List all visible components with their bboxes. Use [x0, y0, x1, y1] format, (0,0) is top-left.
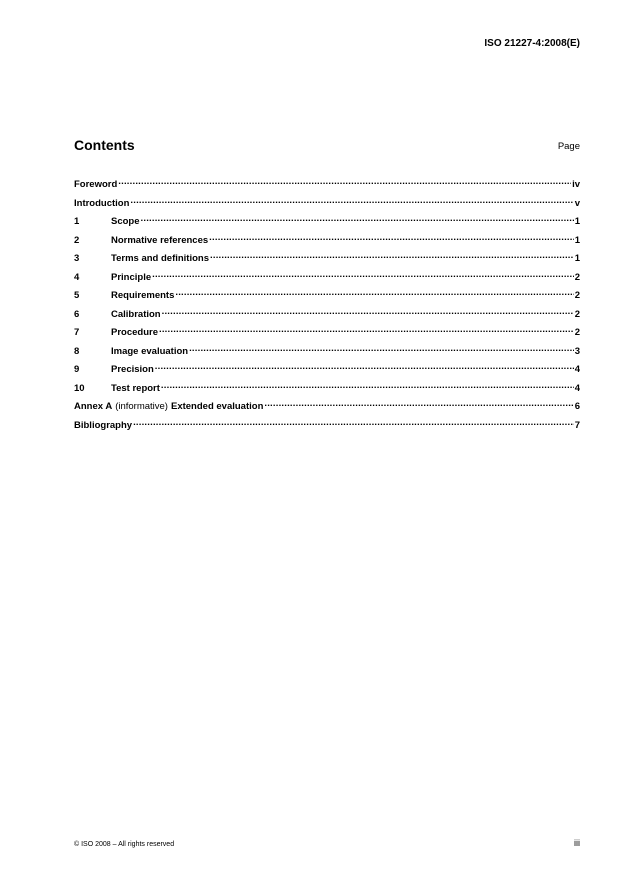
toc-entry-normative-references[interactable] — [74, 232, 580, 251]
toc-entry-page: 2 — [574, 290, 580, 301]
toc-entry-number: 3 — [74, 253, 80, 264]
toc-entry-page: 3 — [574, 345, 580, 357]
toc-entry-title: Test report — [111, 382, 160, 394]
toc-entry-number: 7 — [74, 327, 80, 338]
toc-entry-number: 8 — [74, 345, 80, 357]
toc-annex-type: (informative) — [115, 401, 168, 412]
toc-entry-title: Extended evaluation — [170, 401, 264, 412]
toc-entry-foreword[interactable] — [74, 176, 580, 195]
toc-entry-procedure[interactable] — [74, 324, 580, 343]
toc-entry-number: 1 — [74, 216, 80, 227]
toc-entry-page: 1 — [574, 234, 580, 246]
toc-entry-number: 9 — [74, 364, 80, 375]
toc-entry-image-evaluation[interactable] — [74, 343, 580, 362]
toc-entry-title: Principle — [111, 271, 152, 283]
toc-entry-number: 6 — [74, 308, 80, 320]
toc-annex-label: Annex A — [74, 401, 113, 412]
contents-heading: Contents — [74, 137, 135, 153]
toc-dot-leader — [189, 343, 574, 354]
toc-dot-leader — [209, 232, 574, 243]
document-id: ISO 21227-4:2008(E) — [484, 38, 580, 49]
copyright-notice: © ISO 2008 – All rights reserved — [74, 841, 175, 848]
toc-entry-number: 10 — [74, 382, 85, 394]
page-column-label: Page — [557, 141, 580, 152]
toc-entry-page: 1 — [574, 216, 580, 227]
toc-entry-bibliography[interactable] — [74, 417, 580, 436]
toc-dot-leader — [152, 269, 574, 280]
toc-entry-page: v — [574, 197, 580, 209]
toc-entry-title: Procedure — [111, 327, 158, 338]
toc-entry-title: Normative references — [111, 234, 209, 246]
toc-dot-leader — [133, 417, 574, 428]
toc-dot-leader — [162, 306, 574, 317]
toc-entry-title: Requirements — [111, 290, 175, 301]
toc-entry-number: 2 — [74, 234, 80, 246]
toc-entry-title: Introduction — [74, 197, 130, 209]
toc-entry-principle[interactable] — [74, 269, 580, 288]
toc-entry-number: 4 — [74, 271, 80, 283]
toc-dot-leader — [264, 398, 573, 409]
toc-entry-page: 2 — [574, 327, 580, 338]
toc-entry-page: 2 — [574, 271, 580, 283]
toc-entry-page: 4 — [574, 364, 580, 375]
toc-entry-number: 5 — [74, 290, 80, 301]
toc-entry-title: Bibliography — [74, 419, 133, 431]
toc-dot-leader — [130, 195, 573, 206]
toc-entry-title: Foreword — [74, 179, 118, 190]
toc-entry-page: 2 — [574, 308, 580, 320]
toc-entry-test-report[interactable] — [74, 380, 580, 399]
toc-entry-title: Precision — [111, 364, 154, 375]
page-number: iii — [574, 838, 580, 848]
toc-entry-title: Image evaluation — [111, 345, 189, 357]
toc-entry-title: Scope — [111, 216, 140, 227]
toc-entry-precision[interactable] — [74, 361, 580, 380]
toc-dot-leader — [161, 380, 574, 391]
toc-entry-introduction[interactable] — [74, 195, 580, 214]
toc-entry-page: 4 — [574, 382, 580, 394]
toc-entry-page: 7 — [574, 419, 580, 431]
toc-entry-annex-a[interactable] — [74, 398, 580, 417]
table-of-contents — [74, 176, 580, 435]
toc-dot-leader — [155, 361, 574, 372]
toc-dot-leader — [141, 213, 574, 224]
toc-entry-title: Calibration — [111, 308, 161, 320]
toc-entry-scope[interactable] — [74, 213, 580, 232]
toc-dot-leader — [175, 287, 573, 298]
toc-entry-terms-and-definitions[interactable] — [74, 250, 580, 269]
toc-entry-title: Terms and definitions — [111, 253, 210, 264]
toc-dot-leader — [210, 250, 574, 261]
toc-entry-calibration[interactable] — [74, 306, 580, 325]
toc-entry-page: iv — [572, 179, 580, 190]
toc-dot-leader — [118, 176, 571, 187]
toc-entry-page: 1 — [574, 253, 580, 264]
toc-entry-requirements[interactable] — [74, 287, 580, 306]
toc-entry-page: 6 — [574, 401, 580, 412]
toc-dot-leader — [159, 324, 574, 335]
